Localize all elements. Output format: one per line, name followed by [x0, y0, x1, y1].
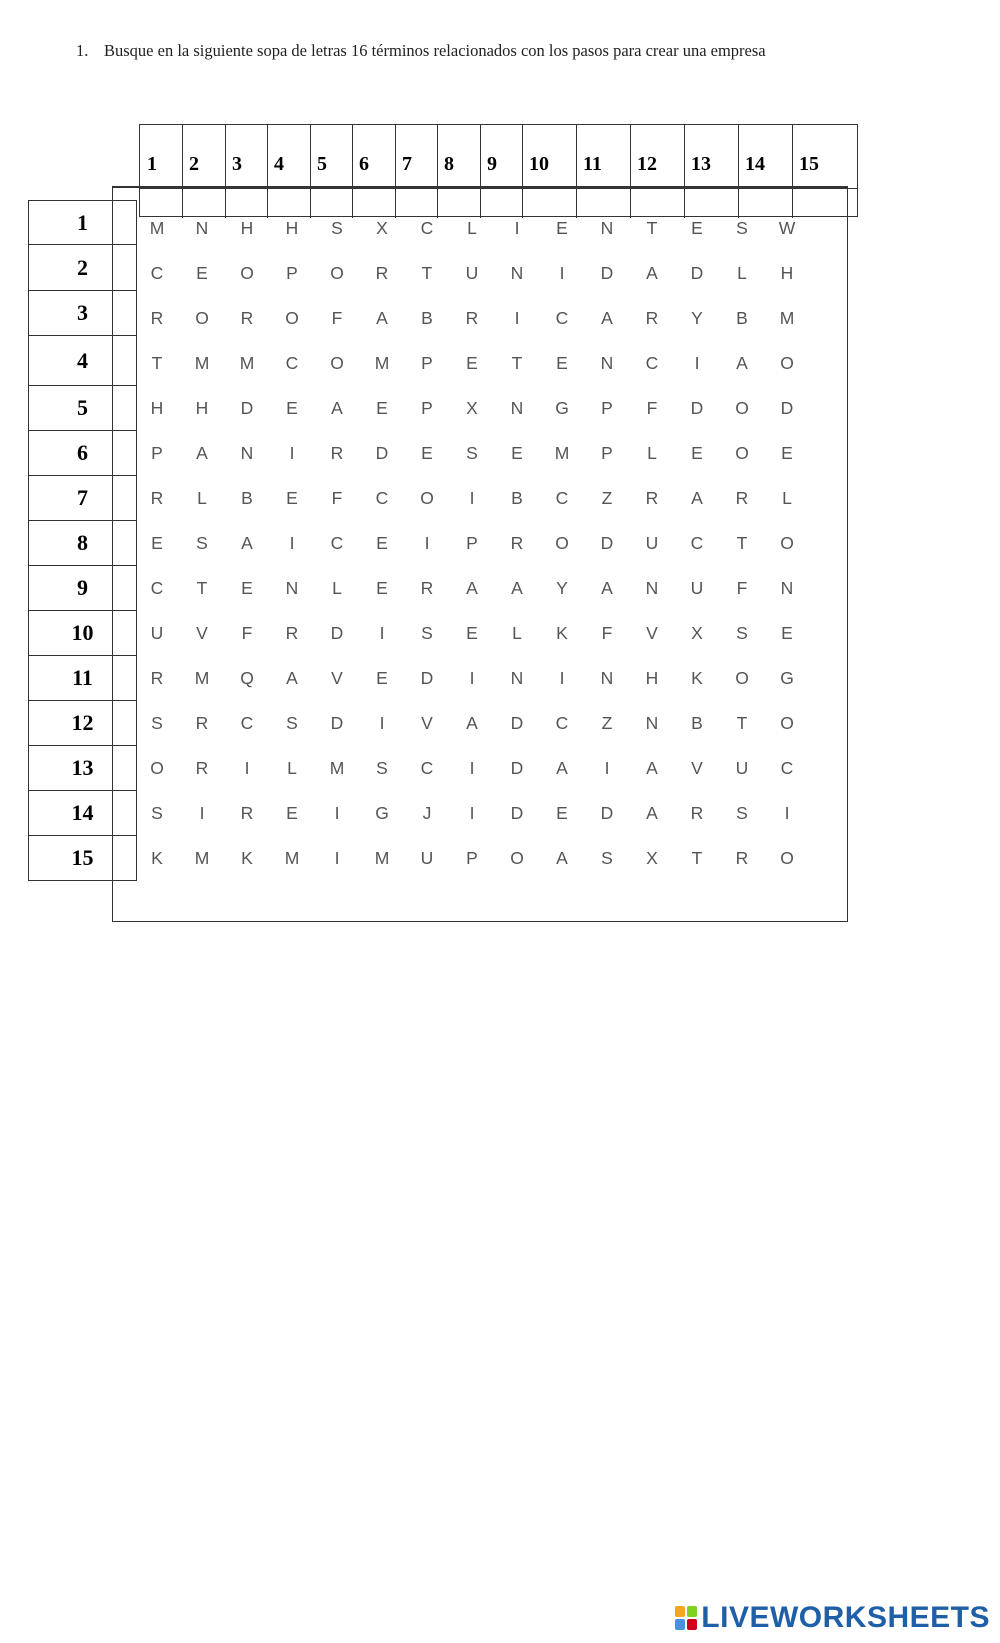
grid-letter: K — [691, 668, 703, 688]
grid-letter: K — [151, 848, 163, 868]
grid-letter: V — [331, 668, 343, 688]
grid-letter: N — [240, 443, 254, 463]
grid-letter: E — [466, 353, 478, 373]
grid-letter: O — [780, 533, 794, 553]
grid-letter: B — [241, 488, 253, 508]
grid-letter: E — [556, 218, 568, 238]
grid-letter: R — [150, 668, 164, 688]
grid-letter: I — [469, 803, 475, 823]
grid-letter: B — [511, 488, 523, 508]
grid-letter: R — [195, 713, 209, 733]
grid-letter: C — [555, 713, 569, 733]
grid-letter: D — [600, 263, 614, 283]
grid-letter: U — [645, 533, 659, 553]
brand-footer — [675, 1600, 990, 1636]
grid-letter: L — [737, 263, 747, 283]
grid-letter: M — [374, 848, 390, 868]
row-number: 13 — [28, 745, 137, 791]
grid-letter: H — [150, 398, 164, 418]
grid-letter: N — [510, 398, 524, 418]
grid-letter: X — [376, 218, 388, 238]
grid-letter: C — [690, 533, 704, 553]
grid-letter: Q — [240, 668, 254, 688]
grid-letter: S — [151, 713, 163, 733]
grid-letter: V — [646, 623, 658, 643]
grid-letter: E — [466, 623, 478, 643]
grid-letter: E — [781, 443, 793, 463]
grid-letter: P — [151, 443, 163, 463]
grid-letter: K — [556, 623, 568, 643]
grid-letter: I — [379, 713, 385, 733]
grid-letter: D — [600, 803, 614, 823]
grid-letter: M — [239, 353, 255, 373]
column-number: 3 — [232, 153, 242, 175]
grid-letter: P — [421, 353, 433, 373]
grid-letter: C — [420, 758, 434, 778]
grid-letter: S — [736, 623, 748, 643]
grid-letter: T — [691, 848, 703, 868]
grid-letter: R — [735, 488, 749, 508]
grid-letter: R — [735, 848, 749, 868]
grid-top-border — [112, 186, 848, 188]
grid-letter: R — [150, 488, 164, 508]
grid-letter: I — [514, 218, 520, 238]
grid-letter: R — [285, 623, 299, 643]
grid-letter: A — [376, 308, 388, 328]
grid-letter: I — [244, 758, 250, 778]
instruction — [76, 41, 766, 61]
grid-letter: D — [690, 263, 704, 283]
grid-letter: E — [556, 353, 568, 373]
grid-letter: D — [510, 758, 524, 778]
grid-letter: A — [331, 398, 343, 418]
grid-letter: N — [510, 668, 524, 688]
row-number: 4 — [28, 335, 137, 386]
row-number: 8 — [28, 520, 137, 566]
grid-letter: A — [691, 488, 703, 508]
grid-letter: M — [149, 218, 165, 238]
grid-letter: G — [555, 398, 569, 418]
grid-letter: M — [194, 668, 210, 688]
grid-letter: O — [780, 353, 794, 373]
grid-letter: L — [467, 218, 477, 238]
grid-letter: I — [424, 533, 430, 553]
grid-letter: N — [645, 713, 659, 733]
grid-letter: I — [469, 758, 475, 778]
row-number: 5 — [28, 385, 137, 431]
grid-letter: U — [150, 623, 164, 643]
grid-letter: L — [287, 758, 297, 778]
grid-letter: N — [780, 578, 794, 598]
grid-letter: D — [330, 713, 344, 733]
grid-letter: J — [422, 803, 432, 823]
grid-letter: M — [194, 848, 210, 868]
grid-letter: I — [604, 758, 610, 778]
row-number: 11 — [28, 655, 137, 701]
grid-letter: C — [555, 308, 569, 328]
grid-letter: S — [376, 758, 388, 778]
column-number: 7 — [402, 153, 412, 175]
column-number: 2 — [189, 153, 199, 175]
column-number: 4 — [274, 153, 284, 175]
grid-letter: A — [646, 758, 658, 778]
grid-letter: O — [555, 533, 569, 553]
grid-letter: W — [778, 218, 796, 238]
row-number: 3 — [28, 290, 137, 336]
grid-letter: F — [241, 623, 253, 643]
grid-letter: R — [465, 308, 479, 328]
grid-letter: Z — [601, 488, 613, 508]
column-number: 1 — [147, 153, 157, 175]
grid-letter: C — [150, 578, 164, 598]
grid-letter: F — [736, 578, 748, 598]
grid-letter: A — [736, 353, 748, 373]
grid-letter: F — [646, 398, 658, 418]
grid-letter: C — [645, 353, 659, 373]
row-number: 10 — [28, 610, 137, 656]
grid-letter: A — [646, 803, 658, 823]
column-number: 9 — [487, 153, 497, 175]
grid-letter: E — [691, 443, 703, 463]
grid-letter: S — [421, 623, 433, 643]
grid-letter: C — [780, 758, 794, 778]
grid-letter: B — [421, 308, 433, 328]
grid-letter: S — [331, 218, 343, 238]
grid-letter: I — [559, 263, 565, 283]
grid-letter: A — [601, 578, 613, 598]
grid-letter: H — [285, 218, 299, 238]
column-number: 12 — [637, 153, 657, 175]
grid-letter: M — [554, 443, 570, 463]
grid-letter: C — [285, 353, 299, 373]
grid-letter: E — [196, 263, 208, 283]
grid-letter: O — [735, 668, 749, 688]
grid-letter: G — [375, 803, 389, 823]
column-number: 13 — [691, 153, 711, 175]
grid-letter: T — [511, 353, 523, 373]
grid-letter: I — [334, 848, 340, 868]
grid-letter: T — [736, 713, 748, 733]
grid-letter: R — [510, 533, 524, 553]
column-number: 8 — [444, 153, 454, 175]
grid-letter: E — [286, 398, 298, 418]
grid-letter: M — [329, 758, 345, 778]
grid-letter: N — [510, 263, 524, 283]
grid-letter: E — [421, 443, 433, 463]
grid-letter: U — [735, 758, 749, 778]
grid-letter: A — [196, 443, 208, 463]
grid-letter: M — [194, 353, 210, 373]
grid-letter: R — [150, 308, 164, 328]
column-number: 10 — [529, 153, 549, 175]
grid-letter: F — [331, 308, 343, 328]
row-number: 2 — [28, 244, 137, 291]
column-number: 11 — [583, 153, 602, 175]
grid-letter: E — [376, 398, 388, 418]
row-number: 15 — [28, 835, 137, 881]
grid-letter: A — [511, 578, 523, 598]
grid-letter: X — [466, 398, 478, 418]
row-number: 9 — [28, 565, 137, 611]
grid-letter: S — [736, 803, 748, 823]
grid-letter: F — [331, 488, 343, 508]
column-number: 6 — [359, 153, 369, 175]
grid-letter: I — [469, 488, 475, 508]
grid-letter: O — [195, 308, 209, 328]
grid-letter: N — [195, 218, 209, 238]
grid-letter: M — [779, 308, 795, 328]
grid-letter: D — [510, 803, 524, 823]
grid-letter: G — [780, 668, 794, 688]
grid-letter: E — [376, 533, 388, 553]
grid-letter: E — [151, 533, 163, 553]
grid-letter: U — [465, 263, 479, 283]
grid-letter: O — [780, 848, 794, 868]
grid-letter: P — [601, 398, 613, 418]
grid-letter: R — [645, 308, 659, 328]
grid-letter: E — [511, 443, 523, 463]
grid-letter: R — [645, 488, 659, 508]
grid-letter: P — [466, 848, 478, 868]
grid-letter: D — [420, 668, 434, 688]
grid-letter: S — [196, 533, 208, 553]
grid-letter: A — [601, 308, 613, 328]
row-number: 12 — [28, 700, 137, 746]
grid-letter: O — [285, 308, 299, 328]
grid-letter: O — [420, 488, 434, 508]
grid-letter: C — [150, 263, 164, 283]
grid-letter: R — [375, 263, 389, 283]
grid-letter: A — [466, 578, 478, 598]
grid-letter: E — [556, 803, 568, 823]
grid-letter: B — [691, 713, 703, 733]
grid-letter: M — [374, 353, 390, 373]
grid-letter: T — [196, 578, 208, 598]
grid-letter: L — [782, 488, 792, 508]
grid-letter: I — [199, 803, 205, 823]
grid-letter: R — [240, 803, 254, 823]
grid-letter: O — [510, 848, 524, 868]
grid-letter: L — [332, 578, 342, 598]
grid-letter: T — [646, 218, 658, 238]
grid-letter: P — [601, 443, 613, 463]
grid-letter: P — [286, 263, 298, 283]
grid-letter: O — [150, 758, 164, 778]
grid-letter: N — [600, 218, 614, 238]
grid-letter: K — [241, 848, 253, 868]
grid-letter: V — [691, 758, 703, 778]
grid-letter: P — [466, 533, 478, 553]
grid-letter: D — [690, 398, 704, 418]
grid-letter: L — [647, 443, 657, 463]
grid-letter: E — [376, 578, 388, 598]
grid-letter: T — [151, 353, 163, 373]
grid-letter: R — [420, 578, 434, 598]
grid-letter: F — [601, 623, 613, 643]
grid-letter: B — [736, 308, 748, 328]
grid-letter: M — [284, 848, 300, 868]
grid-letter: Z — [601, 713, 613, 733]
grid-letter: E — [691, 218, 703, 238]
liveworksheets-logo-icon — [675, 1606, 697, 1630]
grid-letter: Y — [691, 308, 703, 328]
grid-letter: C — [240, 713, 254, 733]
grid-letter: H — [240, 218, 254, 238]
grid-letter: D — [240, 398, 254, 418]
grid-letter: D — [375, 443, 389, 463]
grid-letter: C — [420, 218, 434, 238]
column-number: 5 — [317, 153, 327, 175]
grid-letter: E — [781, 623, 793, 643]
grid-letter: N — [285, 578, 299, 598]
grid-letter: E — [286, 488, 298, 508]
grid-letter: U — [690, 578, 704, 598]
grid-letter: C — [555, 488, 569, 508]
grid-letter: I — [559, 668, 565, 688]
instruction-number: 1. — [76, 41, 89, 60]
grid-letter: T — [421, 263, 433, 283]
grid-letter: I — [334, 803, 340, 823]
grid-letter: I — [469, 668, 475, 688]
grid-letter: U — [420, 848, 434, 868]
grid-letter: L — [512, 623, 522, 643]
grid-letter: I — [289, 533, 295, 553]
grid-letter: I — [514, 308, 520, 328]
grid-letter: E — [286, 803, 298, 823]
instruction-text: Busque en la siguiente sopa de letras 16 términos relacionados con los pasos para crear una empresa — [104, 41, 766, 60]
grid-letter: I — [289, 443, 295, 463]
grid-letter: X — [691, 623, 703, 643]
row-number: 7 — [28, 475, 137, 521]
grid-letter: P — [421, 398, 433, 418]
grid-letter: X — [646, 848, 658, 868]
grid-letter: C — [375, 488, 389, 508]
grid-letter: H — [645, 668, 659, 688]
grid-letter: S — [466, 443, 478, 463]
grid-letter: I — [784, 803, 790, 823]
grid-letter: A — [286, 668, 298, 688]
grid-letter: A — [241, 533, 253, 553]
grid-letter: A — [466, 713, 478, 733]
grid-letter: S — [151, 803, 163, 823]
grid-letter: H — [195, 398, 209, 418]
grid-letter: N — [600, 353, 614, 373]
grid-letter: A — [556, 758, 568, 778]
grid-letter: O — [330, 263, 344, 283]
column-number: 14 — [745, 153, 765, 175]
grid-letter: O — [240, 263, 254, 283]
grid-letter: R — [690, 803, 704, 823]
grid-letter: O — [735, 443, 749, 463]
row-number: 6 — [28, 430, 137, 476]
grid-letter: C — [330, 533, 344, 553]
grid-letter: Y — [556, 578, 568, 598]
grid-letter: H — [780, 263, 794, 283]
grid-letter: V — [421, 713, 433, 733]
grid-letter: S — [601, 848, 613, 868]
grid-letter: N — [600, 668, 614, 688]
row-number: 14 — [28, 790, 137, 836]
grid-letter: R — [240, 308, 254, 328]
grid-letter: D — [330, 623, 344, 643]
grid-letter: V — [196, 623, 208, 643]
grid-letter: S — [286, 713, 298, 733]
grid-letter: R — [330, 443, 344, 463]
grid-letter: N — [645, 578, 659, 598]
grid-letter: L — [197, 488, 207, 508]
grid-letter: A — [556, 848, 568, 868]
grid-letter: T — [736, 533, 748, 553]
grid-letter: I — [694, 353, 700, 373]
grid-letter: D — [780, 398, 794, 418]
column-number: 15 — [799, 153, 819, 175]
grid-letter: S — [736, 218, 748, 238]
grid-letter: A — [646, 263, 658, 283]
grid-letter: R — [195, 758, 209, 778]
brand-name: LIVEWORKSHEETS — [701, 1601, 990, 1634]
grid-letter: I — [379, 623, 385, 643]
grid-letter: O — [330, 353, 344, 373]
grid-letter: D — [510, 713, 524, 733]
grid-letter: E — [376, 668, 388, 688]
grid-letter: O — [780, 713, 794, 733]
grid-letter: O — [735, 398, 749, 418]
grid-letter: E — [241, 578, 253, 598]
row-number: 1 — [28, 200, 137, 245]
grid-letter: D — [600, 533, 614, 553]
